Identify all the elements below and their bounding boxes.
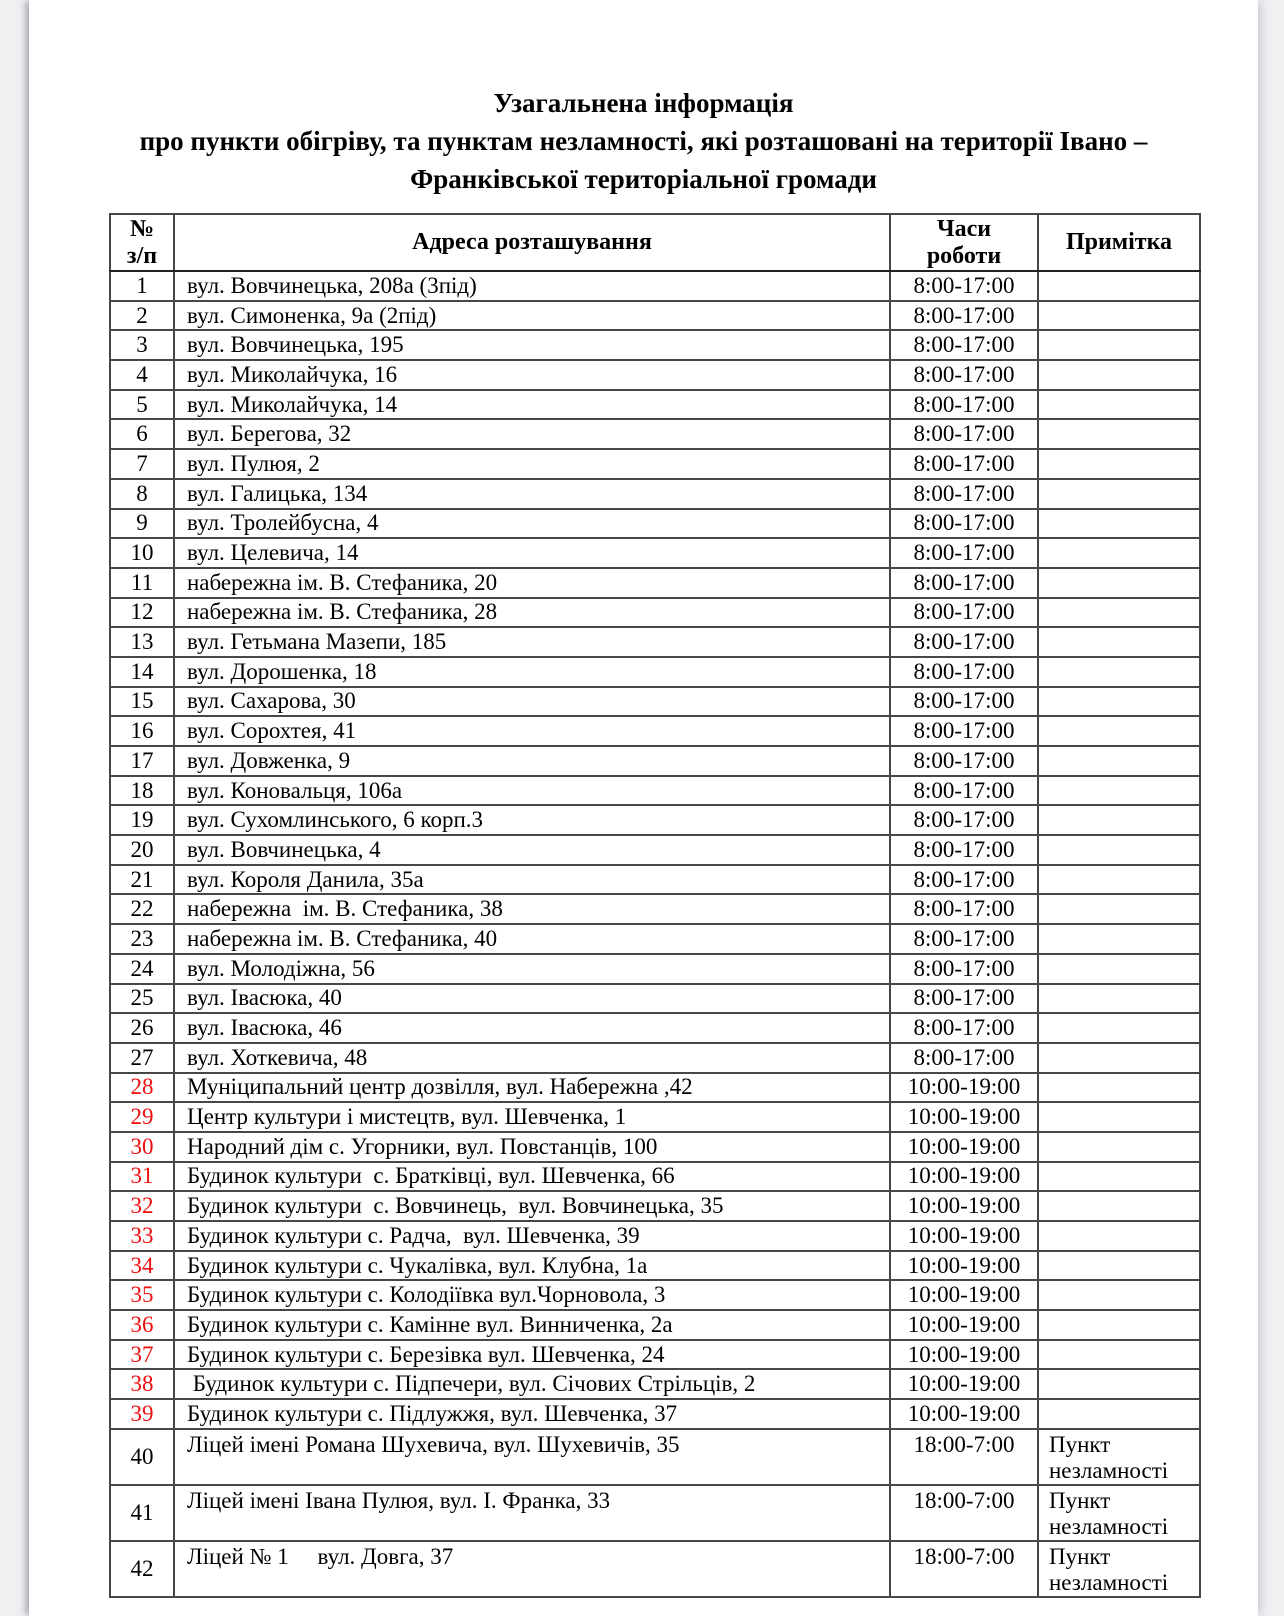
table-row [110, 894, 1200, 924]
row-number: 37 [110, 1340, 174, 1370]
row-address: вул. Вовчинецька, 208а (3під) [174, 271, 890, 301]
row-hours: 8:00-17:00 [890, 509, 1038, 539]
table-row [110, 1013, 1200, 1043]
row-number: 28 [110, 1073, 174, 1103]
row-address: вул. Довженка, 9 [174, 746, 890, 776]
header-cell-number [110, 214, 174, 271]
row-note [1038, 776, 1200, 806]
row-number: 22 [110, 894, 174, 924]
row-note [1038, 1191, 1200, 1221]
row-note [1038, 449, 1200, 479]
row-hours: 8:00-17:00 [890, 716, 1038, 746]
row-note [1038, 835, 1200, 865]
row-number: 27 [110, 1043, 174, 1073]
table-row [110, 1132, 1200, 1162]
table-row [110, 568, 1200, 598]
row-hours: 8:00-17:00 [890, 301, 1038, 331]
row-hours: 10:00-19:00 [890, 1102, 1038, 1132]
row-note [1038, 1369, 1200, 1399]
row-hours: 10:00-19:00 [890, 1251, 1038, 1281]
table-row [110, 984, 1200, 1014]
row-number: 19 [110, 805, 174, 835]
row-hours: 8:00-17:00 [890, 894, 1038, 924]
title-line-3: Франківської територіальної громади [410, 164, 877, 194]
table-row [110, 657, 1200, 687]
row-address: вул. Галицька, 134 [174, 479, 890, 509]
row-note [1038, 1073, 1200, 1103]
row-number: 11 [110, 568, 174, 598]
row-address: набережна ім. В. Стефаника, 40 [174, 924, 890, 954]
row-hours: 8:00-17:00 [890, 627, 1038, 657]
title-line-2: про пункти обігріву, та пунктам незламності, які розташовані на території Івано – [139, 126, 1148, 156]
table-row [110, 1191, 1200, 1221]
table-row [110, 1102, 1200, 1132]
row-hours: 8:00-17:00 [890, 538, 1038, 568]
row-address: вул. Вовчинецька, 195 [174, 330, 890, 360]
row-number: 30 [110, 1132, 174, 1162]
row-note [1038, 360, 1200, 390]
row-hours: 18:00-7:00 [890, 1485, 1038, 1541]
row-note [1038, 627, 1200, 657]
table-row [110, 1280, 1200, 1310]
row-address: вул. Гетьмана Мазепи, 185 [174, 627, 890, 657]
row-note [1038, 1162, 1200, 1192]
row-note [1038, 657, 1200, 687]
row-address: Будинок культури с. Камінне вул. Винниченка, 2а [174, 1310, 890, 1340]
row-note [1038, 1043, 1200, 1073]
row-hours: 8:00-17:00 [890, 776, 1038, 806]
row-hours: 10:00-19:00 [890, 1369, 1038, 1399]
row-address: вул. Целевича, 14 [174, 538, 890, 568]
row-number: 5 [110, 390, 174, 420]
header-cell-hours [890, 214, 1038, 271]
row-number: 20 [110, 835, 174, 865]
heating-points-table [109, 213, 1201, 1598]
row-note [1038, 894, 1200, 924]
row-number: 39 [110, 1399, 174, 1429]
row-note [1038, 1340, 1200, 1370]
row-number: 18 [110, 776, 174, 806]
row-number: 1 [110, 271, 174, 301]
row-note [1038, 568, 1200, 598]
row-note [1038, 1310, 1200, 1340]
table-row [110, 419, 1200, 449]
header-cell-note: Примітка [1038, 214, 1200, 271]
row-address: Будинок культури с. Вовчинець, вул. Вовчинецька, 35 [174, 1191, 890, 1221]
table-row [110, 301, 1200, 331]
row-hours: 10:00-19:00 [890, 1073, 1038, 1103]
table-row [110, 805, 1200, 835]
row-number: 25 [110, 984, 174, 1014]
row-number: 9 [110, 509, 174, 539]
table-row [110, 1399, 1200, 1429]
row-hours: 8:00-17:00 [890, 1013, 1038, 1043]
row-note [1038, 984, 1200, 1014]
header-number-line-1: № [129, 215, 155, 242]
row-address: вул. Коновальця, 106а [174, 776, 890, 806]
row-address: Будинок культури с. Чукалівка, вул. Клубна, 1а [174, 1251, 890, 1281]
table-row [110, 330, 1200, 360]
table-row [110, 1429, 1200, 1485]
row-address: Народний дім с. Угорники, вул. Повстанців, 100 [174, 1132, 890, 1162]
row-address: вул. Сухомлинського, 6 корп.3 [174, 805, 890, 835]
table-row [110, 1221, 1200, 1251]
row-hours: 18:00-7:00 [890, 1429, 1038, 1485]
row-note [1038, 1399, 1200, 1429]
row-hours: 8:00-17:00 [890, 330, 1038, 360]
table-row [110, 835, 1200, 865]
row-number: 15 [110, 687, 174, 717]
row-hours: 8:00-17:00 [890, 954, 1038, 984]
row-hours: 8:00-17:00 [890, 1043, 1038, 1073]
row-number: 7 [110, 449, 174, 479]
table-row [110, 865, 1200, 895]
row-hours: 8:00-17:00 [890, 598, 1038, 628]
row-hours: 8:00-17:00 [890, 687, 1038, 717]
row-address: вул. Тролейбусна, 4 [174, 509, 890, 539]
row-hours: 8:00-17:00 [890, 865, 1038, 895]
row-note [1038, 1102, 1200, 1132]
table-row [110, 538, 1200, 568]
header-number-line-2: з/п [126, 242, 158, 269]
table-header-row [110, 214, 1200, 271]
row-number: 12 [110, 598, 174, 628]
row-number: 16 [110, 716, 174, 746]
table-row [110, 1485, 1200, 1541]
row-address: Центр культури і мистецтв, вул. Шевченка, 1 [174, 1102, 890, 1132]
row-hours: 8:00-17:00 [890, 419, 1038, 449]
table-row [110, 924, 1200, 954]
row-address: вул. Хоткевича, 48 [174, 1043, 890, 1073]
row-hours: 10:00-19:00 [890, 1399, 1038, 1429]
row-number: 2 [110, 301, 174, 331]
row-address: вул. Миколайчука, 14 [174, 390, 890, 420]
row-number: 4 [110, 360, 174, 390]
row-number: 6 [110, 419, 174, 449]
row-address: Будинок культури с. Підлужжя, вул. Шевченка, 37 [174, 1399, 890, 1429]
row-note [1038, 805, 1200, 835]
row-hours: 10:00-19:00 [890, 1340, 1038, 1370]
row-number: 29 [110, 1102, 174, 1132]
header-hours-line-1: Часи [936, 215, 992, 242]
row-number: 42 [110, 1541, 174, 1597]
table-row [110, 271, 1200, 301]
row-number: 23 [110, 924, 174, 954]
row-address: вул. Вовчинецька, 4 [174, 835, 890, 865]
row-note [1038, 716, 1200, 746]
row-note [1038, 509, 1200, 539]
row-hours: 8:00-17:00 [890, 360, 1038, 390]
row-number: 35 [110, 1280, 174, 1310]
row-hours: 8:00-17:00 [890, 805, 1038, 835]
row-note [1038, 419, 1200, 449]
row-number: 10 [110, 538, 174, 568]
row-note [1038, 330, 1200, 360]
table-row [110, 1162, 1200, 1192]
row-note [1038, 1132, 1200, 1162]
row-hours: 8:00-17:00 [890, 924, 1038, 954]
row-number: 36 [110, 1310, 174, 1340]
row-note [1038, 687, 1200, 717]
row-address: вул. Молодіжна, 56 [174, 954, 890, 984]
table-row [110, 360, 1200, 390]
table-row [110, 598, 1200, 628]
row-address: вул. Івасюка, 46 [174, 1013, 890, 1043]
row-number: 41 [110, 1485, 174, 1541]
row-address: вул. Короля Данила, 35а [174, 865, 890, 895]
row-hours: 10:00-19:00 [890, 1162, 1038, 1192]
table-row [110, 627, 1200, 657]
table-row [110, 716, 1200, 746]
table-row [110, 776, 1200, 806]
row-number: 3 [110, 330, 174, 360]
row-note [1038, 746, 1200, 776]
row-address: Ліцей імені Романа Шухевича, вул. Шухевичів, 35 [174, 1429, 890, 1485]
row-note: Пункт незламності [1038, 1541, 1200, 1597]
row-note [1038, 865, 1200, 895]
row-note [1038, 924, 1200, 954]
row-number: 38 [110, 1369, 174, 1399]
row-address: Будинок культури с. Братківці, вул. Шевченка, 66 [174, 1162, 890, 1192]
table-row [110, 1073, 1200, 1103]
row-address: Ліцей імені Івана Пулюя, вул. І. Франка, 33 [174, 1485, 890, 1541]
row-hours: 10:00-19:00 [890, 1221, 1038, 1251]
row-address: вул. Миколайчука, 16 [174, 360, 890, 390]
row-address: Будинок культури с. Березівка вул. Шевченка, 24 [174, 1340, 890, 1370]
table-row [110, 1541, 1200, 1597]
table-row [110, 479, 1200, 509]
header-cell-address: Адреса розташування [174, 214, 890, 271]
row-hours: 8:00-17:00 [890, 835, 1038, 865]
row-address: набережна ім. В. Стефаника, 20 [174, 568, 890, 598]
row-number: 8 [110, 479, 174, 509]
table-row [110, 509, 1200, 539]
row-hours: 18:00-7:00 [890, 1541, 1038, 1597]
row-address: вул. Дорошенка, 18 [174, 657, 890, 687]
row-hours: 10:00-19:00 [890, 1191, 1038, 1221]
row-number: 24 [110, 954, 174, 984]
document-title [29, 84, 1258, 198]
table-row [110, 390, 1200, 420]
row-hours: 10:00-19:00 [890, 1280, 1038, 1310]
row-address: вул. Сорохтея, 41 [174, 716, 890, 746]
row-number: 32 [110, 1191, 174, 1221]
row-number: 34 [110, 1251, 174, 1281]
row-hours: 8:00-17:00 [890, 390, 1038, 420]
table-row [110, 1340, 1200, 1370]
row-note [1038, 390, 1200, 420]
table-row [110, 687, 1200, 717]
row-address: Ліцей № 1 вул. Довга, 37 [174, 1541, 890, 1597]
row-hours: 8:00-17:00 [890, 449, 1038, 479]
row-number: 14 [110, 657, 174, 687]
table-row [110, 954, 1200, 984]
row-address: вул. Сахарова, 30 [174, 687, 890, 717]
row-number: 31 [110, 1162, 174, 1192]
row-note [1038, 1251, 1200, 1281]
row-address: вул. Симоненка, 9а (2під) [174, 301, 890, 331]
row-number: 21 [110, 865, 174, 895]
row-hours: 10:00-19:00 [890, 1310, 1038, 1340]
row-address: Будинок культури с. Підпечери, вул. Січових Стрільців, 2 [174, 1369, 890, 1399]
row-note [1038, 479, 1200, 509]
row-hours: 10:00-19:00 [890, 1132, 1038, 1162]
table-row [110, 1043, 1200, 1073]
row-number: 40 [110, 1429, 174, 1485]
row-note: Пункт незламності [1038, 1485, 1200, 1541]
row-note: Пункт незламності [1038, 1429, 1200, 1485]
row-address: Муніципальний центр дозвілля, вул. Набережна ,42 [174, 1073, 890, 1103]
document-page [29, 0, 1258, 1616]
row-address: Будинок культури с. Радча, вул. Шевченка, 39 [174, 1221, 890, 1251]
row-address: вул. Берегова, 32 [174, 419, 890, 449]
row-number: 26 [110, 1013, 174, 1043]
row-number: 33 [110, 1221, 174, 1251]
row-hours: 8:00-17:00 [890, 984, 1038, 1014]
header-hours-line-2: роботи [926, 242, 1002, 269]
row-address: вул. Івасюка, 40 [174, 984, 890, 1014]
row-number: 17 [110, 746, 174, 776]
row-hours: 8:00-17:00 [890, 568, 1038, 598]
row-hours: 8:00-17:00 [890, 479, 1038, 509]
table-row [110, 1369, 1200, 1399]
table-row [110, 449, 1200, 479]
row-hours: 8:00-17:00 [890, 657, 1038, 687]
row-note [1038, 1280, 1200, 1310]
row-note [1038, 954, 1200, 984]
row-note [1038, 1013, 1200, 1043]
title-line-1: Узагальнена інформація [493, 88, 794, 118]
row-address: Будинок культури с. Колодіївка вул.Чорновола, 3 [174, 1280, 890, 1310]
row-address: набережна ім. В. Стефаника, 28 [174, 598, 890, 628]
table-row [110, 1310, 1200, 1340]
table-row [110, 1251, 1200, 1281]
row-note [1038, 598, 1200, 628]
row-address: вул. Пулюя, 2 [174, 449, 890, 479]
table-row [110, 746, 1200, 776]
row-hours: 8:00-17:00 [890, 271, 1038, 301]
row-note [1038, 271, 1200, 301]
row-note [1038, 538, 1200, 568]
row-address: набережна ім. В. Стефаника, 38 [174, 894, 890, 924]
row-hours: 8:00-17:00 [890, 746, 1038, 776]
row-number: 13 [110, 627, 174, 657]
row-note [1038, 1221, 1200, 1251]
row-note [1038, 301, 1200, 331]
